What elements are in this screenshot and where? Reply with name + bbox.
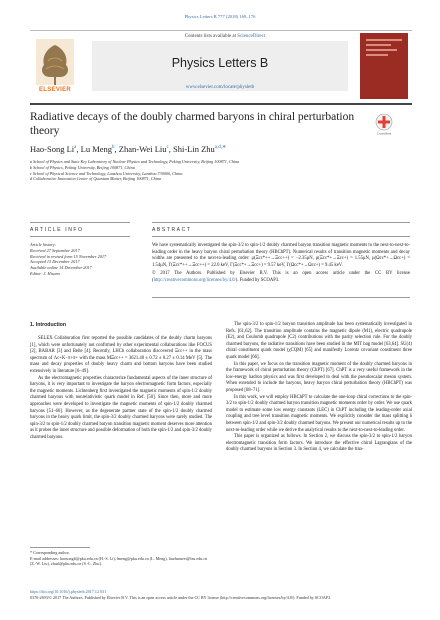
- contents-line: [130, 34, 320, 39]
- running-head: Physics Letters B 777 (2018) 169–176: [184, 14, 256, 19]
- license-text: © 2017 The Authors. Published by Elsevier B.V. This is an open access article under the CC BY license (: [152, 271, 410, 283]
- bottom-matter: [30, 589, 412, 600]
- contents-prefix: Contents lists available at: [184, 34, 238, 39]
- cover-decoration: [366, 39, 402, 59]
- divider: [152, 297, 410, 298]
- affiliation: c School of Physical Science and Technology, Lanzhou University, Lanzhou 730000, China: [30, 170, 183, 176]
- email-addresses: E-mail addresses: haosongli@pku.edu.cn (H.-S. Li), lmeng@pku.edu.cn (L. Meng), liuzhanwei@lzu.edu.cn (Z.-W. Liu), zhusl@pku.edu.cn (S.-L. Zhu).: [30, 555, 208, 567]
- abstract-heading: ABSTRACT: [152, 227, 192, 233]
- journal-url-link[interactable]: www.elsevier.com/locate/physletb: [185, 85, 255, 90]
- author-name[interactable]: Shi-Lin Zhu: [172, 144, 215, 154]
- footnote-rule: [30, 547, 90, 548]
- article-history: Article history: Received 27 September 2017 Received in revised form 15 November 2017 Accepted 13 December 2017 Available online 14 December 2017 Editor: J. Hisano: [30, 242, 107, 276]
- divider: [30, 222, 130, 223]
- affiliations: [30, 159, 410, 182]
- svg-text:CrossMark: CrossMark: [376, 131, 392, 136]
- left-column: [30, 336, 212, 442]
- affiliation: d Collaborative Innovation Center of Quantum Matter, Beijing 100871, China: [30, 176, 162, 182]
- elsevier-wordmark: ELSEVIER: [38, 87, 72, 93]
- sciencedirect-link[interactable]: ScienceDirect: [237, 34, 266, 39]
- paragraph: In this work, we will employ HBChPT to calculate the one-loop chiral corrections to the spin-3/2 to spin-1/2 doubly charmed baryon transition magnetic moments order by order. We use quark model to estimate some low energy constants (LEC) in ChPT including the leading-order axial coupling and tree level transition magnetic moments. We explicitly consider the mass splitting δ between spin-1/2 and spin-3/2 doubly charmed baryons. We present our numerical results up to the next-to-leading order while we derive the analytical results to the next-to-next-to-leading order.: [226, 394, 412, 433]
- article-info-heading: ARTICLE INFO: [30, 227, 84, 233]
- paragraph: SELEX Collaboration first reported the possible candidates of the doubly charm baryons [1], which were unfortunately not confirmed by other experimental collaborations like FOCUS [2], BABAR [3] and Belle [4]. Recently, LHCb collaboration discovered Ξcc++ in the mass spectrum of Λc+K−π+π+ with the mass MΞcc++ = 3621.40 ± 0.72 ± 0.27 ± 0.14 MeV [5]. The mass and decay properties of doubly heavy charm and bottom baryons have been studied extensively in literature [6–49].: [30, 336, 212, 374]
- section-heading: 1. Introduction: [30, 322, 67, 328]
- divider: [152, 236, 410, 237]
- paragraph: This paper is organized as follows. In Section 2, we discuss the spin-3/2 to spin-1/2 baryon electromagnetic transition form factors. We introduce the effective chiral Lagrangians of the doubly charmed baryons in Section 3. In Section 4, we calculate the tran-: [226, 434, 412, 453]
- article-title: Radiative decays of the doubly charmed baryons in chiral perturbation theory: [30, 111, 355, 137]
- author-list: Hao-Song Li$^a$, Lu Meng$^b$, Zhan-Wei Liu$^c$, Shi-Lin Zhu$^{a,d,∗}$: [30, 144, 227, 154]
- right-column: [226, 322, 412, 454]
- author-name[interactable]: Lu Meng: [80, 144, 113, 154]
- abstract-text: We have systematically investigated the spin-3/2 to spin-1/2 doubly charmed baryon transition magnetic moments to the next-to-next-to-leading order in the heavy baryon chiral perturbation theory (HBChPT). Numerical results of transition magnetic moments and decay widths are presented to the next-to-leading order: μ(Ξcc*++→Ξcc++) = −2.35μN, μ(Ξcc*+→Ξcc+) = 1.55μN, μ(Ωcc*+→Ωcc+) = 1.54μN, Γ(Ξcc*++→Ξcc++) = 22.0 keV, Γ(Ξcc*+→Ξcc+) = 9.57 keV, Γ(Ωcc*+→Ωcc+) = 9.45 keV.: [152, 243, 410, 268]
- paragraph: The spin-3/2 to spin-1/2 baryon transition amplitude has been systematically investigated in Refs. [61,62]. The transition amplitude contains the magnetic dipole (M1), electric quadrupole (E2), and Coulomb quadrupole (C2) contributions with the parity selection rule. For the doubly charmed baryons, the radiative transitions have been studied in the MIT bag model [63,64]. SU(4) chiral constituent quark model (χCQM) [65] and manifestly Lorentz covariant constituent three quark model [66].: [226, 322, 412, 360]
- divider: [30, 236, 130, 237]
- license-link[interactable]: http://creativecommons.org/licenses/by/4.0/: [153, 277, 236, 283]
- crossmark-icon[interactable]: [374, 112, 394, 136]
- author-name[interactable]: Hao-Song Li: [30, 144, 75, 154]
- corresponding-author-note: * Corresponding author.: [30, 550, 70, 555]
- paragraph: In this paper, we focus on the transition magnetic moment of the doubly charmed baryons in the framework of chiral perturbation theory (ChPT) [67]. ChPT is a very useful framework in the low-energy hadron physics and was first developed to deal with the pseudoscalar meson system. When extended to include the baryons, heavy baryon chiral perturbation theory (HBChPT) was proposed [68–71].: [226, 361, 412, 393]
- affiliation: b School of Physics, Peking University, Beijing 100871, China: [30, 164, 135, 170]
- journal-header: [30, 30, 412, 105]
- author-name[interactable]: Zhan-Wei Liu: [118, 144, 167, 154]
- abstract-body: [152, 243, 410, 285]
- issn-license-line: 0370-2693/© 2017 The Authors. Published by Elsevier B.V. This is an open access article under the CC BY license (http://creativecommons.org/licenses/by/4.0/). Funded by SCOAP3.: [30, 594, 332, 600]
- paragraph: As the electromagnetic properties characterize fundamental aspects of the inner structure of baryons, it is very important to investigate the baryon electromagnetic form factors, especially the magnetic moments. Lichtenberg first investigated the magnetic moments of spin-1/2 doubly charmed baryons with nonrelativistic quark model in Ref. [50]. Since then, more and more approaches were developed to investigate the magnetic moments of spin-1/2 doubly charmed baryons [51–60]. However, as the degenerate partner state of the spin-1/2 doubly charmed baryons in the heavy quark limit, the spin-3/2 doubly charmed baryons were rarely studied. The spin-3/2 to spin-1/2 doubly charmed baryon transition magnetic moment deserves more attention as it probes the inner structure and possible deformation of both the spin-1/2 and spin-3/2 doubly charmed baryons.: [30, 375, 212, 440]
- license-suffix: ). Funded by SCOAP3.: [235, 277, 280, 283]
- divider: [152, 222, 410, 223]
- affiliation: a School of Physics and State Key Laboratory of Nuclear Physics and Technology, Peking University, Beijing 100871, China: [30, 159, 240, 164]
- journal-name: Physics Letters B: [171, 56, 269, 70]
- doi-link[interactable]: https://doi.org/10.1016/j.physletb.2017.12.031: [30, 589, 107, 594]
- footnotes: [30, 550, 212, 567]
